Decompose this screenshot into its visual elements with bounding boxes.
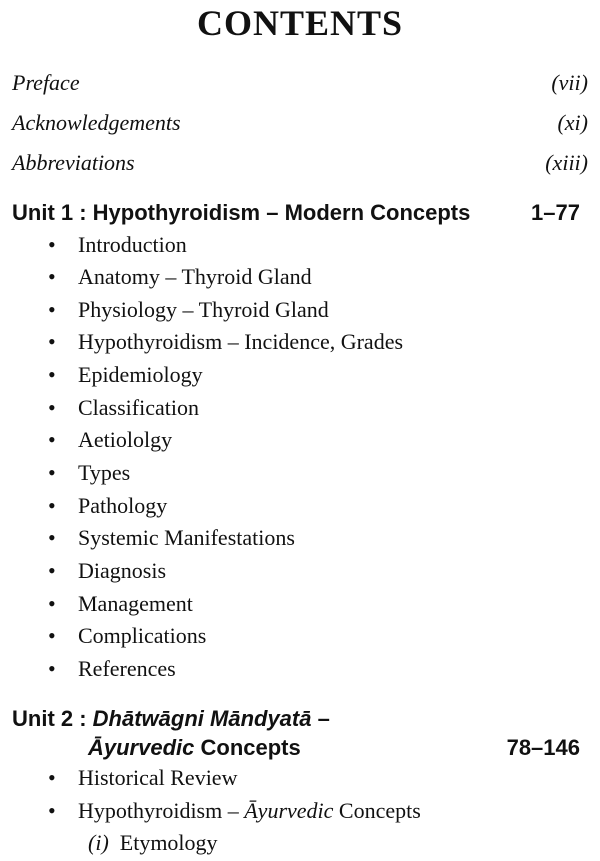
- bullet-icon: •: [48, 765, 56, 790]
- bullet-icon: •: [48, 427, 56, 452]
- toc-entry-label: Preface: [12, 70, 80, 95]
- unit-1-item[interactable]: [48, 558, 166, 588]
- item-label: References: [78, 656, 176, 681]
- unit-2-title-line-1: [12, 706, 330, 731]
- toc-entry-acknowledgements[interactable]: [12, 110, 588, 140]
- toc-entry-label: Acknowledgements: [12, 110, 181, 135]
- unit-1-item[interactable]: [48, 591, 193, 621]
- unit-1-heading[interactable]: [12, 200, 588, 226]
- unit-1-title: Unit 1 : Hypothyroidism – Modern Concepts: [12, 200, 471, 225]
- toc-entry-page: (xi): [557, 110, 588, 135]
- unit-1-pages: 1–77: [531, 200, 580, 225]
- unit-1-item[interactable]: [48, 232, 187, 262]
- unit-2-pages: 78–146: [506, 735, 580, 760]
- unit-1-item[interactable]: [48, 264, 312, 294]
- unit-2-title-line-2: [88, 735, 301, 761]
- item-label: Anatomy – Thyroid Gland: [78, 264, 312, 289]
- toc-entry-preface[interactable]: [12, 70, 588, 100]
- bullet-icon: •: [48, 591, 56, 616]
- bullet-icon: •: [48, 656, 56, 681]
- bullet-icon: •: [48, 558, 56, 583]
- item-label: Introduction: [78, 232, 187, 257]
- unit-2-item[interactable]: [48, 765, 237, 795]
- unit-2-prefix: Unit 2 :: [12, 706, 93, 731]
- bullet-icon: •: [48, 362, 56, 387]
- bullet-icon: •: [48, 297, 56, 322]
- page-title: CONTENTS: [196, 3, 404, 43]
- unit-1-item[interactable]: [48, 525, 295, 555]
- item-label-pre: Hypothyroidism –: [78, 798, 245, 823]
- unit-2-dash: –: [311, 706, 330, 731]
- bullet-icon: •: [48, 623, 56, 648]
- unit-2-sanskrit-term: Dhātwāgni Māndyatā: [92, 706, 312, 731]
- unit-1-item[interactable]: [48, 656, 176, 686]
- bullet-icon: •: [48, 798, 56, 823]
- item-label: Systemic Manifestations: [78, 525, 295, 550]
- item-label: Physiology – Thyroid Gland: [78, 297, 329, 322]
- toc-entry-page: (xiii): [545, 150, 588, 175]
- bullet-icon: •: [48, 232, 56, 257]
- subitem-number: (i): [88, 830, 109, 855]
- item-label: Diagnosis: [78, 558, 166, 583]
- unit-1-item[interactable]: [48, 395, 199, 425]
- item-label: Epidemiology: [78, 362, 203, 387]
- bullet-icon: •: [48, 329, 56, 354]
- unit-2-subitem[interactable]: [88, 830, 218, 856]
- unit-1-item[interactable]: [48, 427, 172, 457]
- toc-entry-label: Abbreviations: [12, 150, 135, 175]
- unit-1-item[interactable]: [48, 297, 329, 327]
- bullet-icon: •: [48, 395, 56, 420]
- unit-2-item[interactable]: [48, 798, 421, 828]
- item-label: Hypothyroidism – Incidence, Grades: [78, 329, 404, 354]
- toc-entry-abbreviations[interactable]: [12, 150, 588, 180]
- subitem-label: Etymology: [119, 830, 218, 855]
- item-label: Complications: [78, 623, 207, 648]
- item-label: Management: [78, 591, 193, 616]
- item-label: Aetiololgy: [78, 427, 173, 452]
- bullet-icon: •: [48, 460, 56, 485]
- unit-1-item[interactable]: [48, 493, 167, 523]
- bullet-icon: •: [48, 264, 56, 289]
- unit-2-heading[interactable]: [12, 706, 588, 732]
- item-label-italic: Āyurvedic: [244, 798, 334, 823]
- unit-2-rest: Concepts: [194, 735, 301, 760]
- unit-2-ayurvedic-term: Āyurvedic: [88, 735, 195, 760]
- unit-1-item[interactable]: [48, 623, 206, 653]
- item-label: Historical Review: [78, 765, 238, 790]
- bullet-icon: •: [48, 525, 56, 550]
- toc-entry-page: (vii): [551, 70, 588, 95]
- item-label-post: Concepts: [333, 798, 421, 823]
- item-label: Pathology: [78, 493, 168, 518]
- unit-1-item[interactable]: [48, 362, 203, 392]
- bullet-icon: •: [48, 493, 56, 518]
- unit-1-item[interactable]: [48, 329, 403, 359]
- unit-1-item[interactable]: [48, 460, 130, 490]
- item-label: Classification: [78, 395, 199, 420]
- item-label: Types: [78, 460, 131, 485]
